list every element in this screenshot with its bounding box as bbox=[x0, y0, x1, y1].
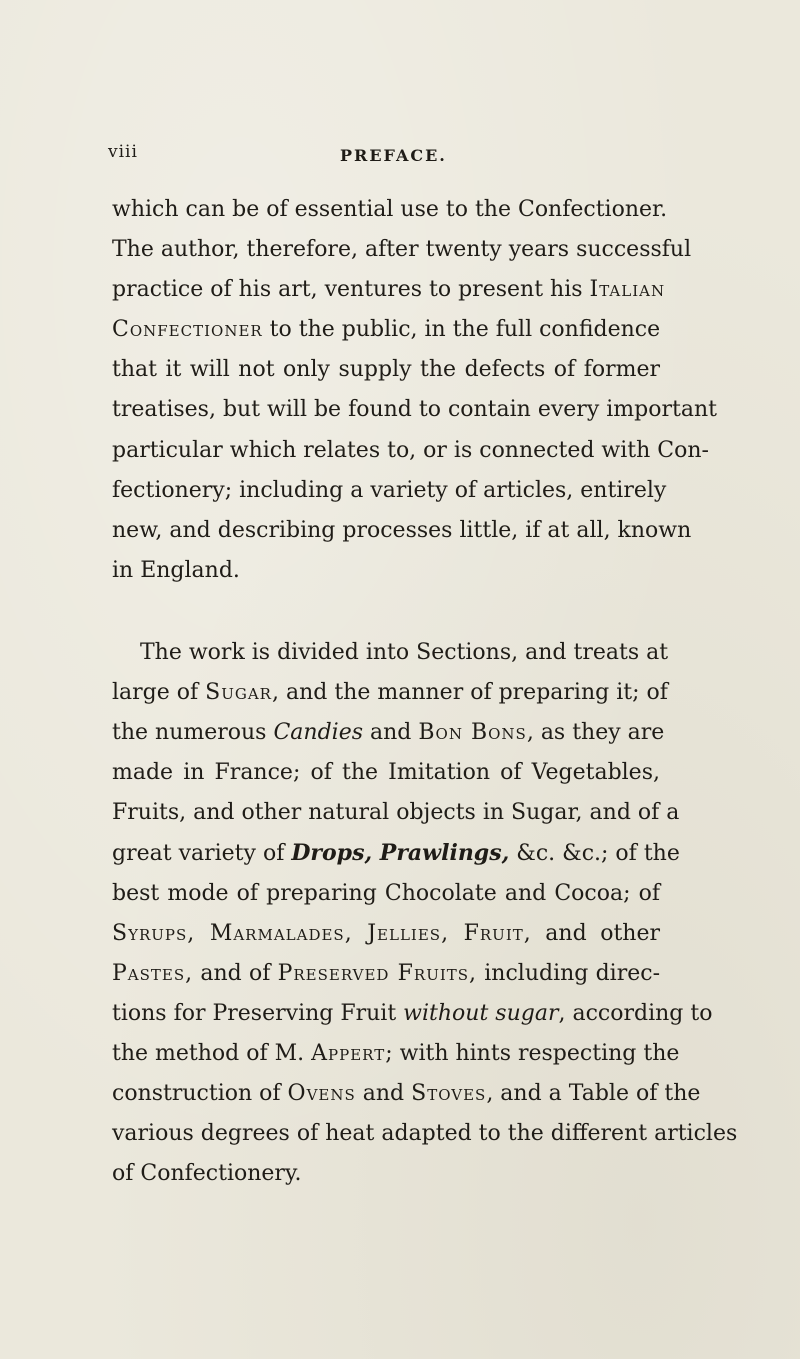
candies-italic: Candies bbox=[273, 720, 364, 746]
text-line: Confectioner to the public, in the full confidence bbox=[112, 317, 661, 343]
text-line: new, and describing processes little, if at all, known bbox=[112, 517, 692, 543]
preserved-fruits-small-caps: Preserved Fruits, bbox=[277, 960, 478, 986]
text-line: the numerous Candies and Bon Bons, as they are bbox=[112, 720, 665, 746]
sugar-small-caps: Sugar bbox=[205, 680, 272, 706]
text-line: the method of M. Appert; with hints respecting the bbox=[112, 1040, 680, 1066]
text-line: Syrups, Marmalades, Jellies, Fruit, and other bbox=[112, 920, 660, 946]
text-line: construction of Ovens and Stoves, and a Table of the bbox=[112, 1080, 701, 1106]
text-line: in England. bbox=[112, 557, 240, 583]
text-line: tions for Preserving Fruit without sugar, according to bbox=[112, 1000, 713, 1026]
running-head: PREFACE. bbox=[340, 146, 447, 165]
confectioner-small-caps: Confectioner bbox=[112, 317, 263, 343]
text-line: which can be of essential use to the Confectioner. bbox=[112, 197, 668, 222]
text-line: The author, therefore, after twenty years successful bbox=[112, 237, 692, 263]
paragraph-gap bbox=[112, 591, 660, 633]
page-number: viii bbox=[108, 142, 138, 162]
text-line: practice of his art, ventures to present his Italian bbox=[112, 277, 666, 303]
text-line: Fruits, and other natural objects in Sugar, and of a bbox=[112, 800, 680, 826]
appert-small-caps: Appert bbox=[311, 1040, 386, 1066]
text-line: made in France; of the Imitation of Vegetables, bbox=[112, 760, 660, 786]
text-line: of Confectionery. bbox=[112, 1161, 302, 1187]
ovens-small-caps: Ovens bbox=[287, 1080, 356, 1106]
text-line: The work is divided into Sections, and treats at bbox=[140, 639, 669, 665]
text-line: various degrees of heat adapted to the different articles bbox=[112, 1121, 738, 1147]
drops-prawlings-italic: Drops, Prawlings, bbox=[291, 840, 510, 867]
text-line: great variety of Drops, Prawlings, &c. &c.; of the bbox=[112, 840, 680, 867]
text-line: best mode of preparing Chocolate and Cocoa; of bbox=[112, 880, 660, 906]
stoves-small-caps: Stoves bbox=[411, 1080, 487, 1106]
text-line: large of Sugar, and the manner of preparing it; of bbox=[112, 680, 668, 706]
italian-small-caps: Italian bbox=[589, 277, 666, 303]
text-line: treatises, but will be found to contain every important bbox=[112, 397, 717, 423]
text-line: particular which relates to, or is connected with Con- bbox=[112, 437, 709, 463]
bon-bons-small-caps: Bon Bons bbox=[418, 720, 527, 746]
text-line: that it will not only supply the defects of former bbox=[112, 357, 660, 383]
text-line: Pastes, and of Preserved Fruits, including direc- bbox=[112, 960, 661, 986]
syrups-list-small-caps: Syrups, Marmalades, Jellies, Fruit, bbox=[112, 920, 532, 946]
text-line: fectionery; including a variety of articles, entirely bbox=[112, 477, 667, 503]
pastes-small-caps: Pastes, bbox=[112, 960, 194, 986]
without-sugar-italic: without sugar bbox=[403, 1000, 559, 1026]
body-text bbox=[112, 190, 738, 1194]
